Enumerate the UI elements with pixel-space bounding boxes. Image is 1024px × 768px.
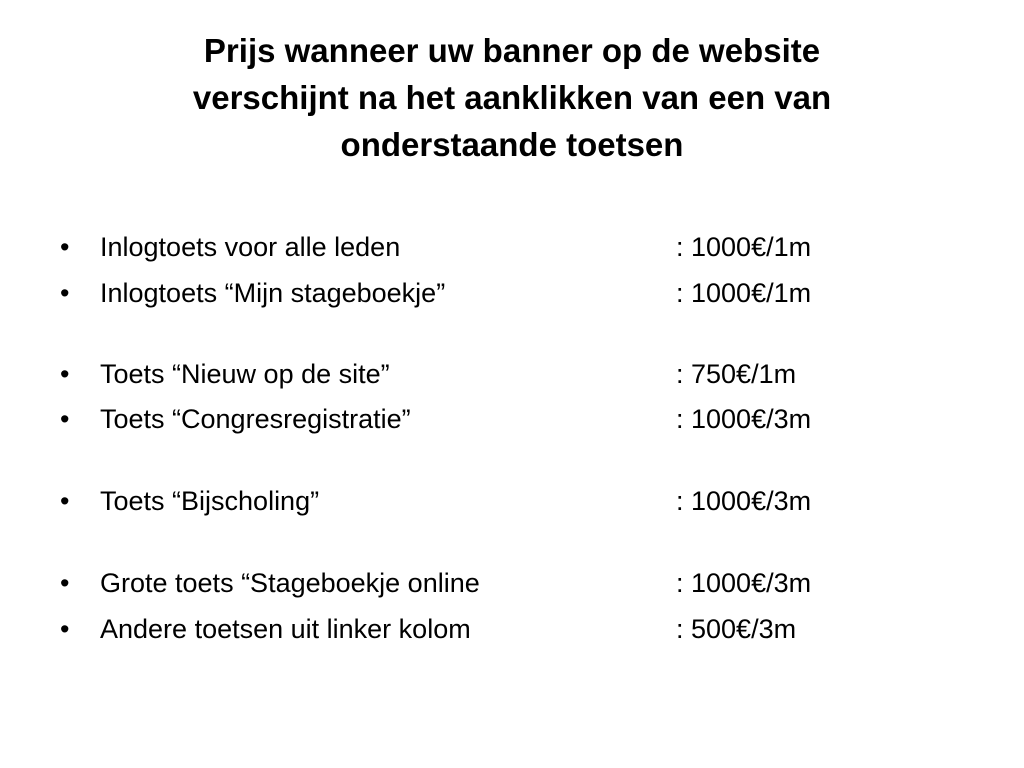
slide-title-line: Prijs wanneer uw banner op de website [203,32,821,69]
bullet-icon: • [60,232,70,262]
price-value: : 1000€/1m [676,278,812,308]
button-name: Andere toetsen uit linker kolom [100,614,471,644]
bullet-icon: • [60,568,70,598]
price-value: : 750€/1m [676,359,797,389]
price-value: : 500€/3m [676,614,797,644]
button-name: Inlogtoets voor alle leden [100,232,401,262]
button-name: Grote toets “Stageboekje online [100,568,480,598]
bullet-icon: • [60,614,70,644]
price-value: : 1000€/3m [676,404,812,434]
button-name: Toets “Bijscholing” [100,486,320,516]
slide-title [60,27,964,168]
price-value: : 1000€/3m [676,486,812,516]
price-value: : 1000€/3m [676,568,812,598]
bullet-icon: • [60,359,70,389]
slide-title-line: onderstaande toetsen [340,126,684,163]
button-name: Inlogtoets “Mijn stageboekje” [100,278,446,308]
slide-title-line: verschijnt na het aanklikken van een van [192,79,832,116]
button-name: Toets “Congresregistratie” [100,404,411,434]
bullet-icon: • [60,486,70,516]
bullet-icon: • [60,278,70,308]
bullet-icon: • [60,404,70,434]
button-name: Toets “Nieuw op de site” [100,359,390,389]
price-value: : 1000€/1m [676,232,812,262]
